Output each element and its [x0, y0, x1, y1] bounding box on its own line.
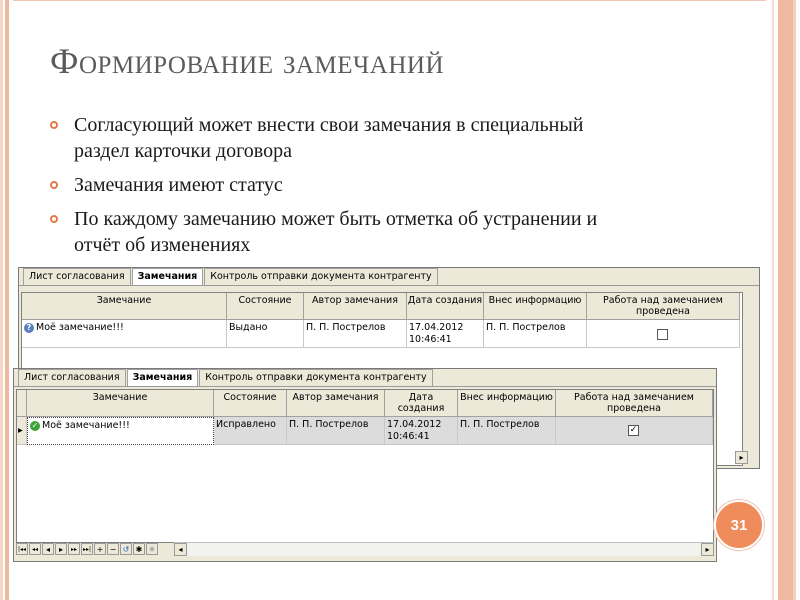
top-border-line: [13, 0, 766, 1]
author-cell[interactable]: П. П. Пострелов: [304, 320, 407, 348]
column-header-author[interactable]: Автор замечания: [287, 390, 385, 417]
author-cell[interactable]: П. П. Пострелов: [287, 417, 385, 445]
front-remarks-window: [13, 368, 717, 562]
bullet-text: По каждому замечанию может быть отметка об устранении и отчёт об изменениях: [74, 208, 598, 256]
remark-cell[interactable]: [27, 417, 214, 445]
date-cell[interactable]: [385, 417, 458, 445]
back-tab-bar: [19, 268, 759, 286]
done-cell[interactable]: [587, 320, 740, 348]
bullet-icon: [50, 181, 58, 189]
front-tab-bar: [14, 369, 716, 387]
row-pointer-cell[interactable]: ▸: [17, 417, 27, 445]
bullet-item: [50, 172, 610, 198]
bullet-item: [50, 112, 610, 164]
status-cell[interactable]: Выдано: [227, 320, 304, 348]
tab-counterparty-control[interactable]: Контроль отправки документа контрагенту: [204, 268, 437, 285]
bullet-list: [50, 112, 610, 266]
page-number-badge: 31: [714, 500, 764, 550]
bullet-icon: [50, 215, 58, 223]
date-text: 17.04.2012: [387, 419, 442, 430]
tab-remarks[interactable]: Замечания: [132, 268, 204, 285]
slide-title: Формирование замечаний: [50, 41, 445, 81]
date-cell[interactable]: [407, 320, 484, 348]
front-remarks-grid: [16, 389, 714, 543]
scroll-right-button[interactable]: ▸: [701, 543, 714, 556]
prev-record-button[interactable]: ◂: [42, 543, 54, 555]
question-icon: ?: [24, 323, 34, 333]
tab-approval-sheet[interactable]: Лист согласования: [18, 369, 126, 386]
done-checkbox[interactable]: ✓: [629, 425, 638, 435]
tab-remarks[interactable]: Замечания: [127, 369, 199, 386]
done-cell[interactable]: [556, 417, 713, 445]
column-header-author[interactable]: Автор замечания: [304, 293, 407, 320]
status-cell[interactable]: Исправлено: [214, 417, 287, 445]
add-record-button[interactable]: +: [94, 543, 106, 555]
column-header-date[interactable]: Дата создания: [385, 390, 458, 417]
scroll-right-button[interactable]: ▸: [735, 451, 748, 464]
tab-approval-sheet[interactable]: Лист согласования: [23, 268, 131, 285]
left-decorative-stripe: [0, 0, 13, 600]
options-button[interactable]: ✳: [146, 543, 158, 555]
remark-text: Моё замечание!!!: [36, 322, 124, 333]
horizontal-scrollbar[interactable]: [174, 542, 714, 556]
row-header-corner: [17, 390, 27, 417]
right-decorative-stripe: [766, 0, 800, 600]
column-header-status[interactable]: Состояние: [227, 293, 304, 320]
bullet-text: Согласующий может внести свои замечания в специальный раздел карточки договора: [74, 114, 584, 162]
column-header-remark[interactable]: Замечание: [22, 293, 227, 320]
first-record-button[interactable]: |◂◂: [16, 543, 28, 555]
time-text: 10:46:41: [387, 431, 430, 442]
check-icon: ✓: [31, 420, 39, 430]
bullet-icon: [50, 121, 58, 129]
column-header-done[interactable]: Работа над замечанием проведена: [587, 293, 740, 320]
tab-counterparty-control[interactable]: Контроль отправки документа контрагенту: [199, 369, 432, 386]
remark-cell[interactable]: [22, 320, 227, 348]
record-navigator: [16, 543, 159, 556]
column-header-remark[interactable]: Замечание: [27, 390, 214, 417]
next-page-button[interactable]: ▸▸: [68, 543, 80, 555]
date-text: 17.04.2012: [409, 322, 464, 333]
bullet-text: Замечания имеют статус: [74, 174, 283, 196]
delete-record-button[interactable]: −: [107, 543, 119, 555]
column-header-entered-by[interactable]: Внес информацию: [458, 390, 556, 417]
remark-text: Моё замечание!!!: [42, 420, 130, 431]
entered-by-cell[interactable]: П. П. Пострелов: [458, 417, 556, 445]
next-record-button[interactable]: ▸: [55, 543, 67, 555]
scroll-left-button[interactable]: ◂: [174, 543, 187, 556]
done-checkbox[interactable]: [657, 329, 668, 340]
column-header-status[interactable]: Состояние: [214, 390, 287, 417]
bullet-item: [50, 206, 610, 258]
filter-button[interactable]: ✱: [133, 543, 145, 555]
time-text: 10:46:41: [409, 334, 452, 345]
entered-by-cell[interactable]: П. П. Пострелов: [484, 320, 587, 348]
last-record-button[interactable]: ▸▸|: [81, 543, 93, 555]
refresh-button[interactable]: ↺: [120, 543, 132, 555]
column-header-entered-by[interactable]: Внес информацию: [484, 293, 587, 320]
prev-page-button[interactable]: ◂◂: [29, 543, 41, 555]
column-header-date[interactable]: Дата создания: [407, 293, 484, 320]
column-header-done[interactable]: Работа над замечанием проведена: [556, 390, 713, 417]
